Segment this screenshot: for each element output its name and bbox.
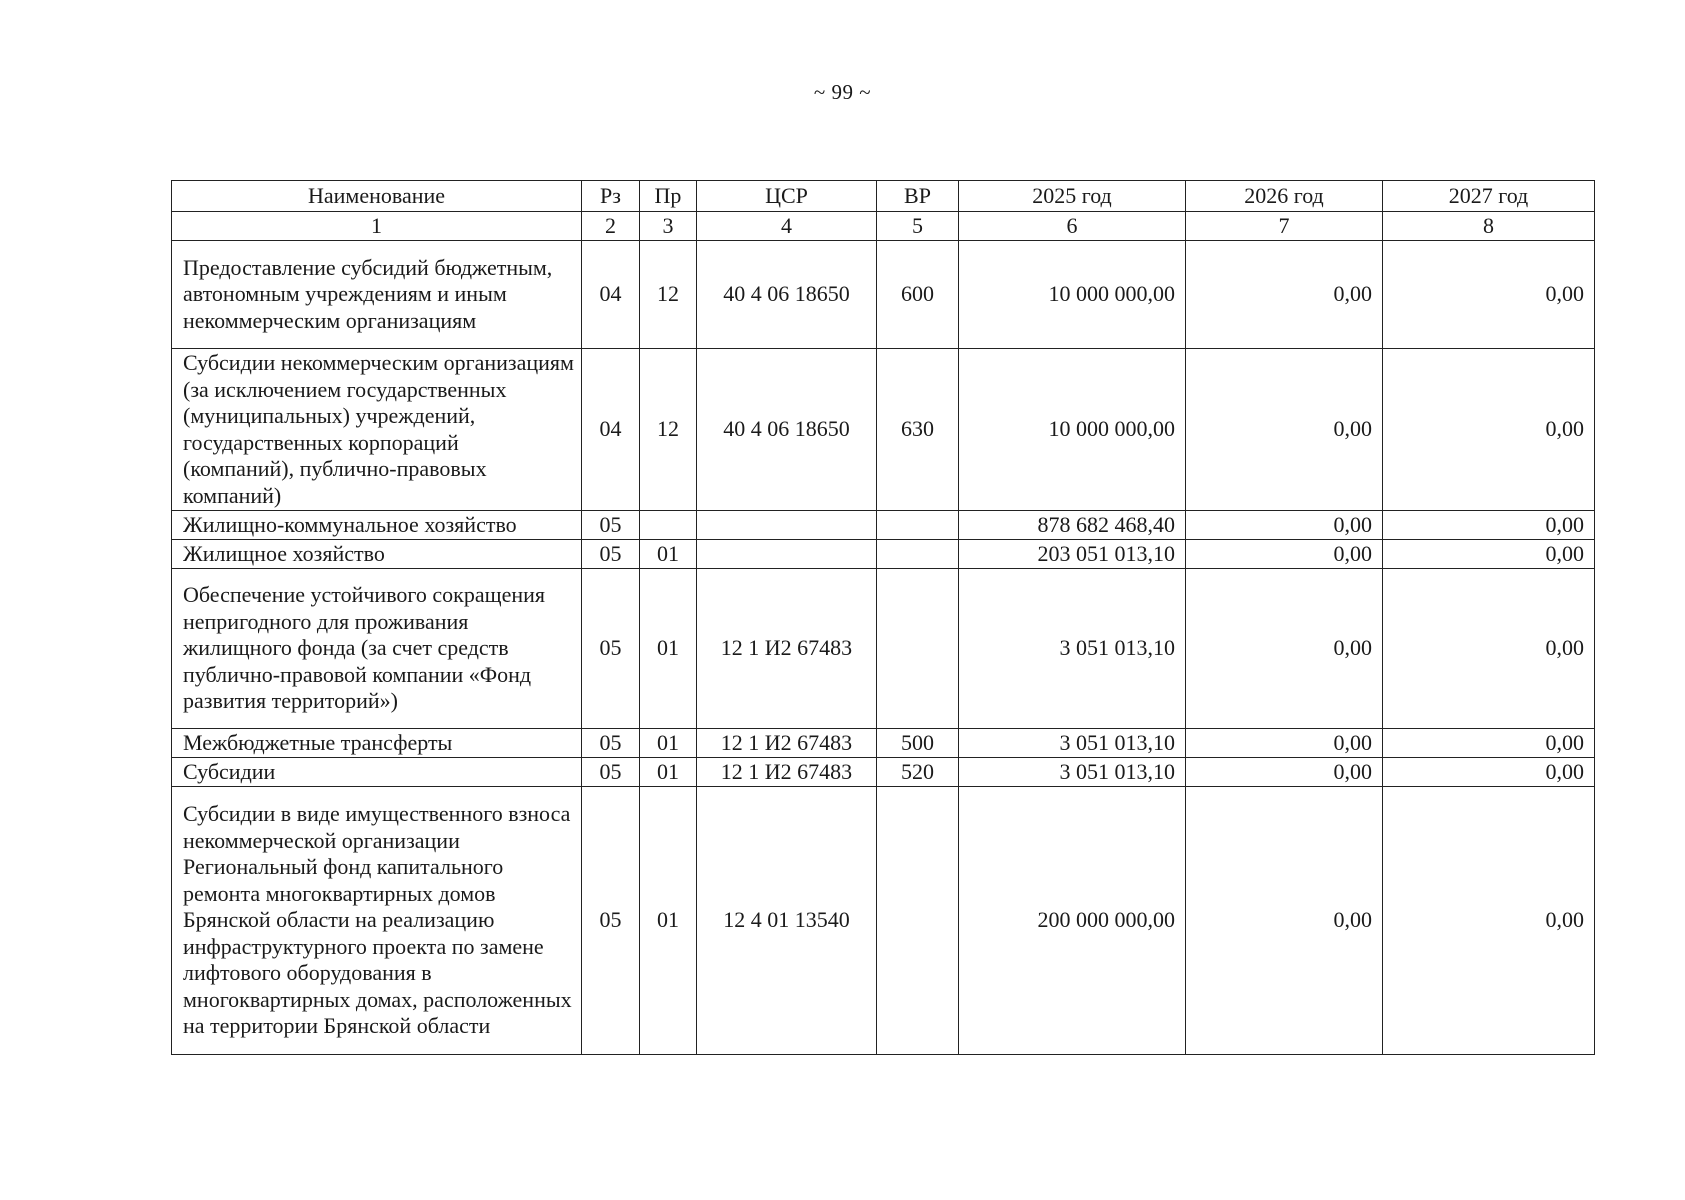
column-number: 1: [172, 212, 582, 241]
header-2025: 2025 год: [959, 181, 1186, 212]
row-2027: 0,00: [1383, 241, 1595, 349]
row-2026: 0,00: [1186, 540, 1383, 569]
row-vr: 600: [877, 241, 959, 349]
row-vr: [877, 787, 959, 1055]
row-name: Предоставление субсидий бюджетным, автономным учреждениям и иным некоммерческим организациям: [172, 241, 582, 349]
row-rz: 05: [582, 787, 640, 1055]
row-2025: 200 000 000,00: [959, 787, 1186, 1055]
column-number: 5: [877, 212, 959, 241]
table-row: [172, 241, 1595, 349]
row-2027: 0,00: [1383, 729, 1595, 758]
page-number: ~ 99 ~: [813, 80, 872, 104]
table-row: [172, 758, 1595, 787]
row-rz: 05: [582, 540, 640, 569]
row-2027: 0,00: [1383, 787, 1595, 1055]
row-rz: 05: [582, 729, 640, 758]
row-pr: [640, 511, 697, 540]
row-name: Субсидии некоммерческим организациям (за исключением государственных (муниципальных) учреждений, государственных корпораций (компаний), публично-правовых компаний): [172, 349, 582, 511]
row-2027: 0,00: [1383, 569, 1595, 729]
row-2025: 203 051 013,10: [959, 540, 1186, 569]
header-rz: Рз: [582, 181, 640, 212]
header-pr: Пр: [640, 181, 697, 212]
row-pr: 01: [640, 569, 697, 729]
row-name: Обеспечение устойчивого сокращения непригодного для проживания жилищного фонда (за счет средств публично-правовой компании «Фонд развития территорий»): [172, 569, 582, 729]
row-2026: 0,00: [1186, 787, 1383, 1055]
row-2026: 0,00: [1186, 241, 1383, 349]
row-rz: 04: [582, 241, 640, 349]
row-name: Жилищное хозяйство: [172, 540, 582, 569]
row-pr: 01: [640, 729, 697, 758]
row-csr: 12 1 И2 67483: [697, 729, 877, 758]
row-2027: 0,00: [1383, 511, 1595, 540]
row-2027: 0,00: [1383, 758, 1595, 787]
table-row: [172, 349, 1595, 511]
row-name: Субсидии: [172, 758, 582, 787]
row-pr: 01: [640, 787, 697, 1055]
header-vr: ВР: [877, 181, 959, 212]
row-csr: [697, 540, 877, 569]
row-pr: 12: [640, 349, 697, 511]
row-pr: 01: [640, 540, 697, 569]
row-rz: 05: [582, 758, 640, 787]
header-2026: 2026 год: [1186, 181, 1383, 212]
row-vr: 520: [877, 758, 959, 787]
header-csr: ЦСР: [697, 181, 877, 212]
row-rz: 05: [582, 511, 640, 540]
row-2026: 0,00: [1186, 511, 1383, 540]
row-2027: 0,00: [1383, 349, 1595, 511]
table-row: [172, 511, 1595, 540]
row-name: Жилищно-коммунальное хозяйство: [172, 511, 582, 540]
row-2025: 10 000 000,00: [959, 241, 1186, 349]
row-rz: 05: [582, 569, 640, 729]
row-2025: 878 682 468,40: [959, 511, 1186, 540]
row-2026: 0,00: [1186, 758, 1383, 787]
row-2025: 3 051 013,10: [959, 758, 1186, 787]
row-csr: 12 4 01 13540: [697, 787, 877, 1055]
row-vr: [877, 511, 959, 540]
row-vr: 630: [877, 349, 959, 511]
header-name: Наименование: [172, 181, 582, 212]
row-csr: 12 1 И2 67483: [697, 758, 877, 787]
table-row: [172, 540, 1595, 569]
column-number: 8: [1383, 212, 1595, 241]
row-2026: 0,00: [1186, 349, 1383, 511]
row-vr: [877, 540, 959, 569]
row-2026: 0,00: [1186, 569, 1383, 729]
column-number: 3: [640, 212, 697, 241]
column-number: 4: [697, 212, 877, 241]
row-pr: 12: [640, 241, 697, 349]
column-number: 2: [582, 212, 640, 241]
header-2027: 2027 год: [1383, 181, 1595, 212]
header-row: [172, 181, 1595, 212]
row-csr: 12 1 И2 67483: [697, 569, 877, 729]
row-2025: 10 000 000,00: [959, 349, 1186, 511]
row-2026: 0,00: [1186, 729, 1383, 758]
table-row: [172, 569, 1595, 729]
column-number-row: [172, 212, 1595, 241]
row-pr: 01: [640, 758, 697, 787]
row-vr: 500: [877, 729, 959, 758]
row-name: Субсидии в виде имущественного взноса некоммерческой организации Региональный фонд капитального ремонта многоквартирных домов Брянской области на реализацию инфраструктурного проекта по замене лифтового оборудования в многоквартирных домах, расположенных на территории Брянской области: [172, 787, 582, 1055]
column-number: 6: [959, 212, 1186, 241]
row-csr: 40 4 06 18650: [697, 241, 877, 349]
row-vr: [877, 569, 959, 729]
budget-table: [171, 180, 1595, 1055]
row-name: Межбюджетные трансферты: [172, 729, 582, 758]
table-row: [172, 787, 1595, 1055]
column-number: 7: [1186, 212, 1383, 241]
row-2025: 3 051 013,10: [959, 569, 1186, 729]
row-2027: 0,00: [1383, 540, 1595, 569]
row-csr: [697, 511, 877, 540]
row-csr: 40 4 06 18650: [697, 349, 877, 511]
row-rz: 04: [582, 349, 640, 511]
table-row: [172, 729, 1595, 758]
row-2025: 3 051 013,10: [959, 729, 1186, 758]
